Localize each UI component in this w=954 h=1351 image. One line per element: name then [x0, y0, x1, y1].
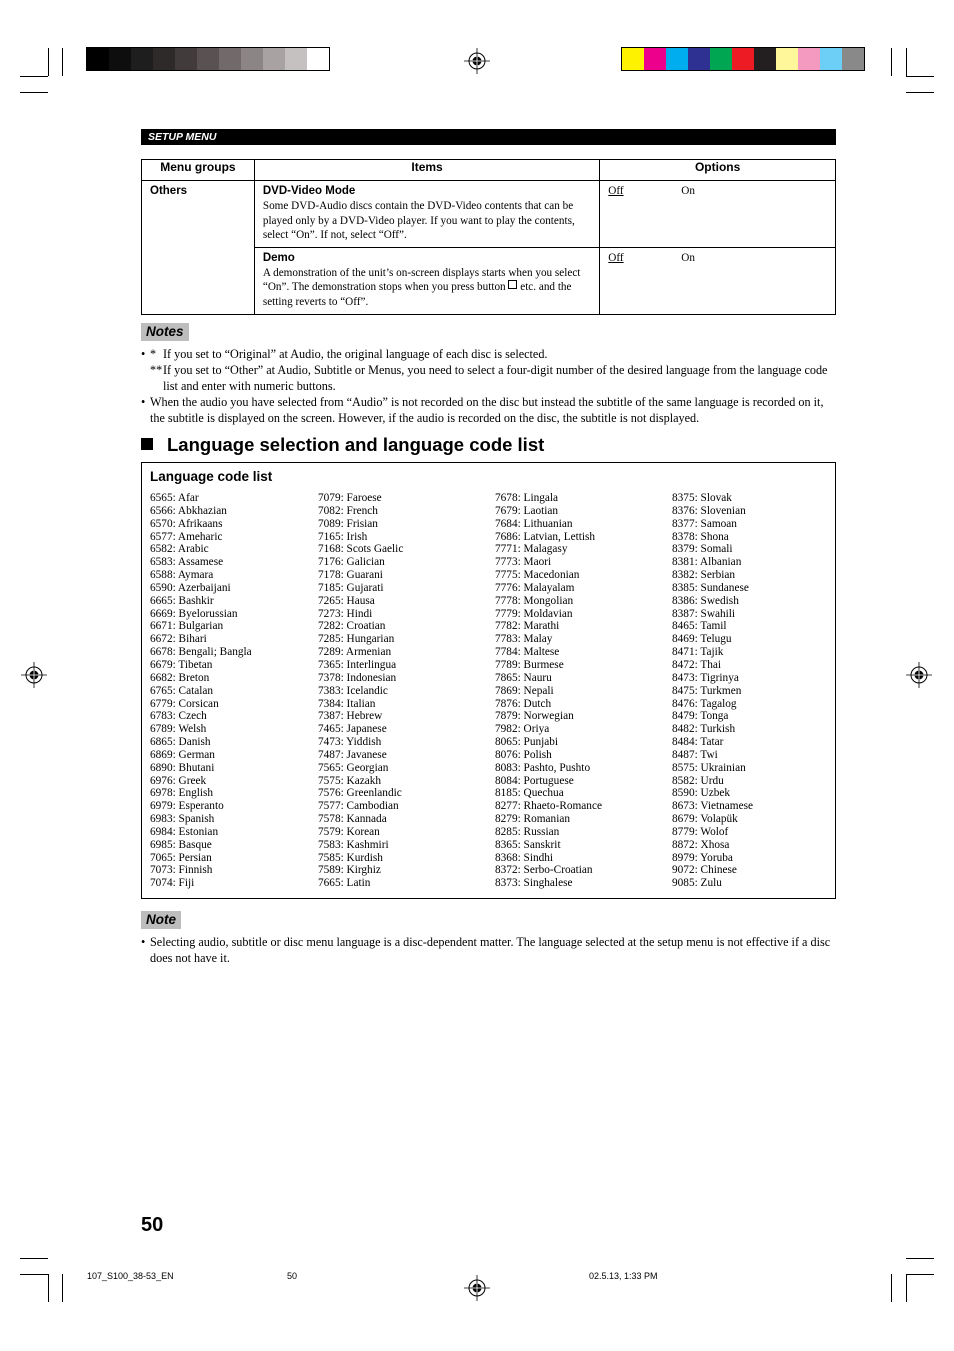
language-code-entry: 8673: Vietnamese [672, 800, 753, 813]
language-code-entry: 6565: Afar [150, 492, 199, 504]
note-label: Note [141, 911, 181, 929]
footnote-marker: * [150, 347, 157, 361]
bullet: • [141, 347, 146, 361]
footer-page: 50 [287, 1271, 298, 1281]
gray-swatch [109, 48, 131, 70]
language-code-entry: 6566: Abkhazian [150, 504, 227, 517]
language-code-entry: 7285: Hungarian [318, 633, 395, 646]
language-code-list [141, 462, 836, 899]
language-code-entry: 6665: Bashkir [150, 594, 214, 607]
gray-swatch [197, 48, 219, 70]
language-code-entry: 6978: English [150, 787, 214, 800]
language-code-entry: 8582: Urdu [672, 774, 724, 787]
option-on: On [681, 251, 695, 264]
language-code-entry: 8373: Singhalese [495, 877, 573, 890]
language-code-entry: 6983: Spanish [150, 813, 215, 826]
language-code-entry: 8872: Xhosa [672, 838, 730, 851]
language-code-entry: 9072: Chinese [672, 864, 737, 877]
language-code-entry: 7576: Greenlandic [318, 787, 402, 800]
registration-mark-icon [464, 1275, 490, 1301]
header-menu-groups: Menu groups [142, 160, 255, 181]
language-code-entry: 7384: Italian [318, 697, 376, 710]
color-swatch [622, 48, 644, 70]
language-code-entry: 7575: Kazakh [318, 774, 382, 787]
section-heading: Language selection and language code list [141, 433, 544, 457]
color-swatch [754, 48, 776, 70]
language-code-entry: 8469: Telugu [672, 633, 732, 646]
language-code-list-title: Language code list [150, 469, 273, 484]
language-code-entry: 6985: Basque [150, 838, 212, 851]
language-code-entry: 8479: Tonga [672, 710, 729, 723]
language-code-entry: 6765: Catalan [150, 684, 214, 697]
language-code-entry: 8277: Rhaeto-Romance [495, 800, 602, 813]
language-code-entry: 8368: Sindhi [495, 851, 554, 864]
language-code-entry: 8487: Twi [672, 748, 718, 761]
table-row [142, 181, 836, 248]
language-code-entry: 6682: Breton [150, 671, 210, 684]
language-code-entry: 8065: Punjabi [495, 736, 559, 749]
language-code-entry: 6588: Aymara [150, 569, 214, 582]
language-code-entry: 7776: Malayalam [495, 581, 575, 594]
color-swatch [776, 48, 798, 70]
gray-swatch [153, 48, 175, 70]
gray-swatch [219, 48, 241, 70]
notes-list [141, 346, 837, 426]
options-cell [600, 181, 836, 248]
language-code-entry: 8378: Shona [672, 530, 729, 543]
language-code-entry: 7065: Persian [150, 851, 212, 864]
color-swatch [666, 48, 688, 70]
language-code-entry: 6979: Esperanto [150, 800, 224, 813]
language-column [672, 492, 753, 890]
color-swatch [688, 48, 710, 70]
language-code-entry: 7789: Burmese [495, 658, 564, 671]
language-code-entry: 7775: Macedonian [495, 569, 580, 582]
language-code-entry: 8476: Tagalog [672, 697, 737, 710]
color-swatch [710, 48, 732, 70]
language-code-entry: 7579: Korean [318, 825, 380, 838]
language-code-entry: 7079: Faroese [318, 492, 382, 504]
item-dvd-video-mode [254, 181, 599, 248]
item-demo [254, 247, 599, 314]
language-code-entry: 8379: Somali [672, 543, 733, 556]
language-code-entry: 7684: Lithuanian [495, 517, 573, 530]
language-code-entry: 8779: Wolof [672, 825, 729, 838]
language-code-entry: 7089: Frisian [318, 517, 378, 530]
language-code-entry: 7185: Gujarati [318, 581, 384, 594]
language-code-entry: 8285: Russian [495, 825, 560, 838]
item-title: Demo [262, 251, 295, 264]
language-code-entry: 8473: Tigrinya [672, 671, 739, 684]
language-code-entry: 8377: Samoan [672, 517, 737, 530]
language-code-entry: 7771: Malagasy [495, 543, 568, 556]
language-code-entry: 8385: Sundanese [672, 581, 749, 594]
language-code-entry: 8083: Pashto, Pushto [495, 761, 591, 774]
language-code-entry: 7583: Kashmiri [318, 838, 389, 851]
language-code-entry: 6583: Assamese [150, 556, 224, 569]
gray-swatch [307, 48, 329, 70]
language-code-entry: 7168: Scots Gaelic [318, 543, 404, 556]
language-code-entry: 7665: Latin [318, 877, 371, 890]
language-code-entry: 7782: Marathi [495, 620, 560, 633]
language-code-entry: 8465: Tamil [672, 620, 727, 633]
registration-mark-icon [906, 662, 932, 688]
language-code-entry: 7282: Croatian [318, 620, 386, 633]
color-swatch [644, 48, 666, 70]
language-code-entry: 8387: Swahili [672, 607, 736, 620]
note-item: • When the audio you have selected from “Audio” is not recorded on the disc but instead the subtitle of the same language is recorded on it, the subtitle is displayed on the screen. However, if the audio is recorded on the disc, the subtitle is not displayed. [141, 395, 824, 425]
language-code-entry: 7273: Hindi [318, 607, 373, 620]
gray-swatch [263, 48, 285, 70]
language-code-entry: 7876: Dutch [495, 697, 552, 710]
language-code-entry: 6577: Ameharic [150, 530, 223, 543]
gray-swatch [175, 48, 197, 70]
language-code-entry: 7982: Oriya [495, 723, 550, 736]
language-code-entry: 7378: Indonesian [318, 671, 397, 684]
language-code-entry: 7365: Interlingua [318, 658, 397, 671]
language-code-entry: 7869: Nepali [495, 684, 554, 697]
language-code-entry: 7783: Malay [495, 633, 553, 646]
section-label: SETUP MENU [141, 129, 836, 145]
options-cell [600, 247, 836, 314]
language-code-entry: 6590: Azerbaijani [150, 581, 231, 594]
registration-mark-icon [21, 662, 47, 688]
process-color-bar [621, 47, 865, 71]
language-code-entry: 8475: Turkmen [672, 684, 742, 697]
language-code-entry: 7678: Lingala [495, 492, 559, 504]
language-code-entry: 6783: Czech [150, 710, 207, 723]
language-code-entry: 7473: Yiddish [318, 736, 382, 749]
language-code-entry: 8382: Serbian [672, 569, 736, 582]
option-off-default: Off [608, 251, 624, 264]
footer-filename: 107_S100_38-53_EN [87, 1271, 174, 1281]
color-swatch [732, 48, 754, 70]
registration-mark-icon [464, 48, 490, 74]
language-code-entry: 7565: Georgian [318, 761, 389, 774]
header-options: Options [600, 160, 836, 181]
language-code-entry: 7465: Japanese [318, 723, 387, 736]
bullet: • [141, 935, 146, 949]
language-code-entry: 7082: French [318, 504, 378, 517]
language-code-entry: 6672: Bihari [150, 633, 207, 646]
language-code-entry: 6789: Welsh [150, 723, 207, 736]
language-code-entry: 6570: Afrikaans [150, 517, 223, 530]
language-code-entry: 7265: Hausa [318, 594, 375, 607]
language-code-entry: 7779: Moldavian [495, 607, 573, 620]
language-code-entry: 7879: Norwegian [495, 710, 574, 723]
note-item: ** If you set to “Other” at Audio, Subtitle or Menus, you need to select a four-digit number of the desired language from the language code list and enter with numeric buttons. [150, 363, 828, 393]
language-code-entry: 8279: Romanian [495, 813, 570, 826]
language-code-entry: 7383: Icelandic [318, 684, 388, 697]
language-code-entry: 7865: Nauru [495, 671, 552, 684]
language-code-entry: 8372: Serbo-Croatian [495, 864, 593, 877]
page-number: 50 [141, 1214, 164, 1236]
language-code-entry: 8484: Tatar [672, 736, 724, 749]
language-code-entry: 7773: Maori [495, 556, 552, 569]
language-code-entry: 6678: Bengali; Bangla [150, 646, 252, 659]
language-code-entry: 8376: Slovenian [672, 504, 746, 517]
language-code-entry: 8386: Swedish [672, 594, 739, 607]
language-code-entry: 7074: Fiji [150, 877, 195, 890]
language-code-entry: 9085: Zulu [672, 877, 722, 890]
menu-group-others: Others [142, 181, 255, 315]
option-off-default: Off [608, 185, 624, 197]
item-description: Some DVD-Audio discs contain the DVD-Video contents that can be played only by a DVD-Video player. If you want to play the contents, select “On”. If not, select “Off”. [262, 200, 575, 242]
color-swatch [798, 48, 820, 70]
language-code-entry: 6671: Bulgarian [150, 620, 224, 633]
footnote-marker: ** [150, 363, 163, 377]
item-description: A demonstration of the unit’s on-screen displays starts when you select “On”. The demonstration stops when you press button etc. and the setting reverts to “Off”. [262, 266, 581, 308]
setup-menu-table [141, 159, 836, 315]
language-code-entry: 7778: Mongolian [495, 594, 574, 607]
language-code-entry: 6890: Bhutani [150, 761, 215, 774]
language-code-entry: 6679: Tibetan [150, 658, 213, 671]
language-code-entry: 7679: Laotian [495, 504, 559, 517]
gray-swatch [241, 48, 263, 70]
color-swatch [842, 48, 864, 70]
language-code-entry: 8185: Quechua [495, 787, 564, 800]
language-code-entry: 7686: Latvian, Lettish [495, 530, 596, 543]
language-code-entry: 7387: Hebrew [318, 710, 383, 723]
note-item: • * If you set to “Original” at Audio, the original language of each disc is selected. [141, 347, 548, 361]
language-code-entry: 7289: Armenian [318, 646, 392, 659]
language-code-entry: 8365: Sanskrit [495, 838, 561, 851]
header-items: Items [254, 160, 599, 181]
language-code-entry: 8472: Thai [672, 658, 722, 671]
gray-swatch [131, 48, 153, 70]
language-code-entry: 8084: Portuguese [495, 774, 574, 787]
language-code-entry: 8471: Tajik [672, 646, 724, 659]
language-code-entry: 6984: Estonian [150, 825, 219, 838]
language-code-entry: 7578: Kannada [318, 813, 387, 826]
color-swatch [820, 48, 842, 70]
note-item: • Selecting audio, subtitle or disc menu language is a disc-dependent matter. The language selected at the setup menu is not effective if a disc does not have it. [141, 935, 831, 965]
footer-date: 02.5.13, 1:33 PM [589, 1271, 658, 1281]
language-code-entry: 8482: Turkish [672, 723, 736, 736]
language-code-entry: 7073: Finnish [150, 864, 213, 877]
language-column [150, 492, 252, 890]
language-code-entry: 8375: Slovak [672, 492, 732, 504]
language-code-entry: 7784: Maltese [495, 646, 560, 659]
language-code-entry: 8575: Ukrainian [672, 761, 746, 774]
gray-swatch [285, 48, 307, 70]
stop-button-icon [508, 280, 517, 289]
grayscale-color-bar [86, 47, 330, 71]
table-header-row [142, 160, 836, 181]
language-code-entry: 7487: Javanese [318, 748, 387, 761]
language-code-entry: 7577: Cambodian [318, 800, 399, 813]
language-code-entry: 6779: Corsican [150, 697, 219, 710]
language-code-entry: 8381: Albanian [672, 556, 742, 569]
notes-label: Notes [141, 323, 189, 341]
language-code-entry: 8979: Yoruba [672, 851, 733, 864]
language-code-entry: 7589: Kirghiz [318, 864, 381, 877]
square-bullet-icon [141, 438, 153, 450]
language-code-entry: 6865: Danish [150, 736, 211, 749]
gray-swatch [87, 48, 109, 70]
item-title: DVD-Video Mode [262, 185, 356, 197]
language-code-entry: 6869: German [150, 748, 215, 761]
language-code-entry: 8076: Polish [495, 748, 552, 761]
language-code-entry: 7178: Guarani [318, 569, 383, 582]
option-on: On [681, 185, 695, 197]
language-code-entry: 7585: Kurdish [318, 851, 383, 864]
language-column [495, 492, 602, 890]
language-code-entry: 8590: Uzbek [672, 787, 731, 800]
language-code-entry: 6976: Greek [150, 774, 207, 787]
bullet: • [141, 395, 146, 409]
language-code-entry: 6669: Byelorussian [150, 607, 238, 620]
language-column [318, 492, 403, 890]
language-code-entry: 7165: Irish [318, 530, 368, 543]
language-code-entry: 6582: Arabic [150, 543, 209, 556]
language-code-entry: 7176: Galician [318, 556, 385, 569]
language-code-entry: 8679: Volapük [672, 813, 738, 826]
